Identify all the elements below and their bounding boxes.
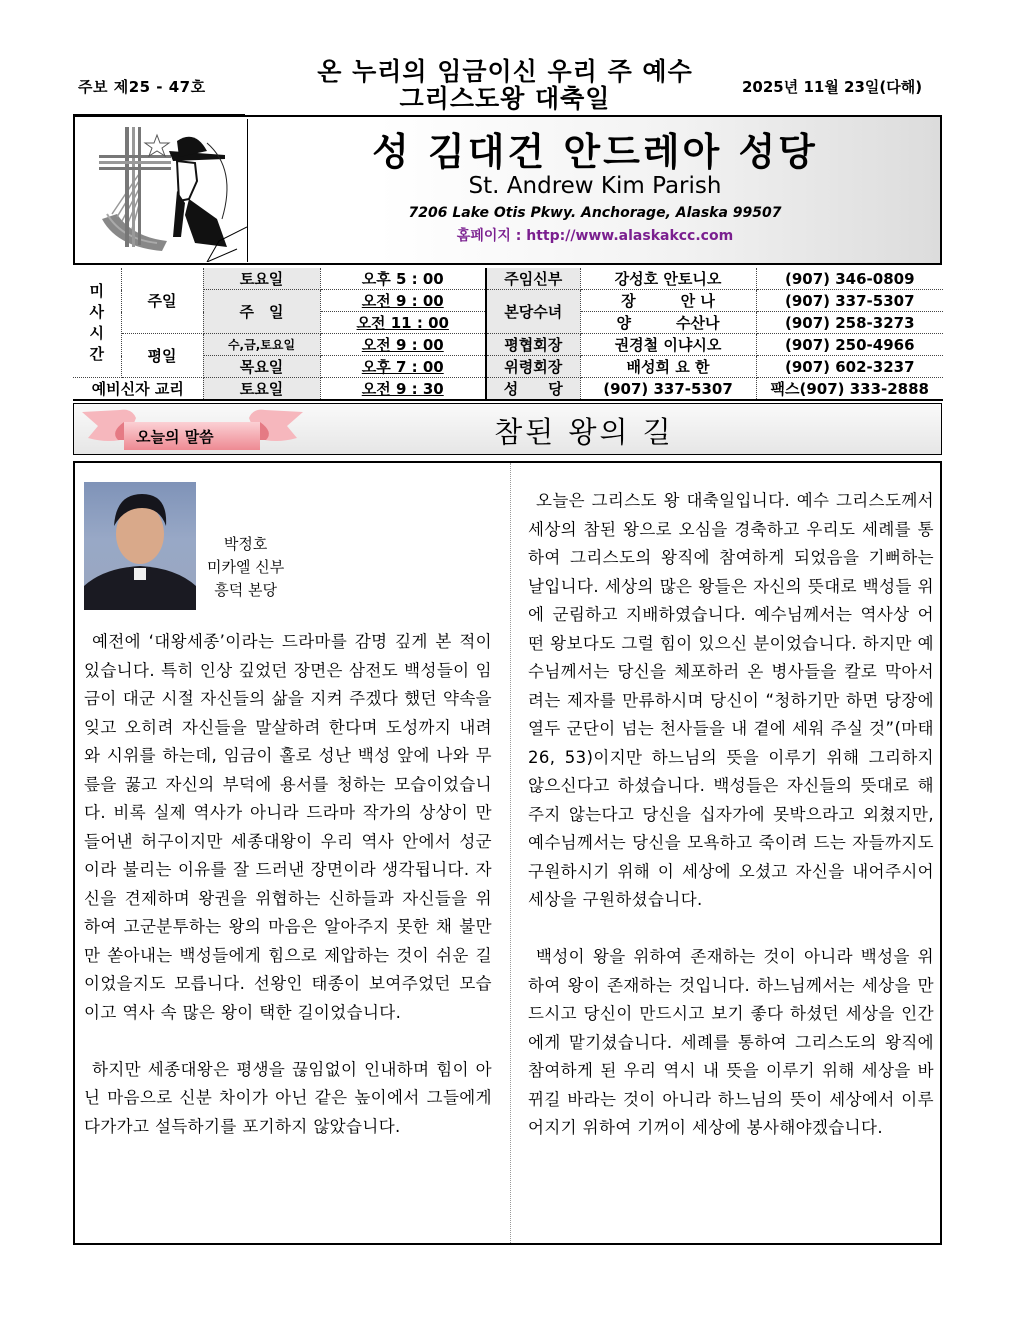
author-title: 미카엘 신부 — [207, 558, 285, 576]
label-char: 시 — [89, 323, 104, 342]
bulletin-date: 2025년 11월 23일(다해) — [742, 78, 923, 96]
role-cell: 위령회장 — [486, 356, 580, 378]
time-cell: 오전 11 : 00 — [320, 312, 486, 334]
issue-number: 주보 제25 - 47호 — [78, 78, 206, 96]
sermon-left-column — [84, 628, 492, 1141]
table-row — [73, 268, 943, 290]
parish-name-english: St. Andrew Kim Parish — [468, 173, 722, 199]
mass-schedule-table — [73, 268, 943, 401]
name-cell: 강성호 안토니오 — [580, 268, 756, 290]
name-cell: 배성희 요 한 — [580, 356, 756, 378]
parish-address: 7206 Lake Otis Pkwy. Anchorage, Alaska 99507 — [408, 205, 782, 221]
phone-cell: (907) 250-4966 — [756, 334, 943, 356]
homepage-link[interactable]: 홈페이지 : http://www.alaskakcc.com — [456, 228, 734, 244]
label-char: 사 — [89, 302, 104, 321]
phone-cell: (907) 346-0809 — [756, 268, 943, 290]
role-cell: 본당수녀 — [486, 290, 580, 334]
author-name: 박정호 — [223, 535, 268, 553]
day-cell: 토요일 — [203, 378, 320, 401]
feast-title — [250, 58, 760, 112]
label-char: 미 — [89, 281, 104, 300]
feast-title-line1: 온 누리의 임금이신 우리 주 예수 — [317, 57, 693, 86]
time-cell: 오전 9 : 30 — [320, 378, 486, 401]
time-cell: 오전 9 : 00 — [320, 334, 486, 356]
name-cell: (907) 337-5307 — [580, 378, 756, 401]
role-cell: 성 당 — [486, 378, 580, 401]
parish-logo — [77, 119, 248, 262]
time-cell: 오후 7 : 00 — [320, 356, 486, 378]
portrait-icon — [84, 482, 196, 610]
author-photo — [84, 482, 196, 610]
parish-name-korean: 성 김대건 안드레아 성당 — [372, 130, 818, 174]
sermon-right-column — [528, 487, 934, 1143]
table-row — [73, 334, 943, 356]
sunday-label: 주일 — [121, 268, 203, 334]
time-cell: 오전 9 : 00 — [320, 290, 486, 312]
author-parish: 흥덕 본당 — [214, 581, 277, 599]
table-row — [73, 356, 943, 378]
name-cell: 장 안 나 — [580, 290, 756, 312]
weekday-label: 평일 — [121, 334, 203, 378]
column-divider — [510, 463, 511, 1243]
sermon-paragraph: 오늘은 그리스도 왕 대축일입니다. 예수 그리스도께서 세상의 참된 왕으로 오심을 경축하고 우리도 세례를 통하여 그리스도의 왕직에 참여하게 되었음을 기뻐하는 날입니다. 세상의 많은 왕들은 자신의 뜻대로 백성들 위에 군림하고 지배하였습니다. 예수님께서는 역사상 어떤 왕보다도 그럴 힘이 있으신 분이었습니다. 하지만 예수님께서는 당신을 체포하러 온 병사들을 칼로 막아서려는 제자를 만류하시며 당신이 “청하기만 하면 당장에 열두 군단이 넘는 천사들을 내 곁에 세워 주실 것”(마태 26, 53)이지만 하느님의 뜻을 이루기 위해 그리하지 않으신다고 하셨습니다. 백성들은 자신들의 뜻대로 해주지 않는다고 당신을 십자가에 못박으라고 외쳤지만, 예수님께서는 당신을 모욕하고 죽이려 드는 자들까지도 구원하시기 위해 이 세상에 오셨고 자신을 내어주시어 세상을 구원하셨습니다. — [528, 491, 934, 909]
role-cell: 주임신부 — [486, 268, 580, 290]
feast-title-line2: 그리스도왕 대축일 — [399, 84, 611, 113]
phone-cell: (907) 602-3237 — [756, 356, 943, 378]
day-cell: 주 일 — [203, 290, 320, 334]
todays-word-label: 오늘의 말씀 — [136, 428, 214, 446]
sermon-paragraph: 하지만 세종대왕은 평생을 끊임없이 인내하며 힘이 아닌 마음으로 신분 차이가 아닌 같은 높이에서 그들에게 다가가고 설득하기를 포기하지 않았습니다. — [84, 1059, 492, 1136]
day-cell: 수,금,토요일 — [203, 334, 320, 356]
phone-cell: (907) 337-5307 — [756, 290, 943, 312]
name-cell: 양 수산나 — [580, 312, 756, 334]
table-row — [73, 290, 943, 312]
todays-word-banner — [73, 403, 942, 455]
sermon-content — [73, 461, 942, 1245]
cross-and-saint-icon — [77, 119, 247, 262]
day-cell: 목요일 — [203, 356, 320, 378]
time-cell: 오후 5 : 00 — [320, 268, 486, 290]
catechumen-label: 예비신자 교리 — [73, 378, 203, 401]
phone-cell: 팩스(907) 333-2888 — [756, 378, 943, 401]
sermon-paragraph: 백성이 왕을 위하여 존재하는 것이 아니라 백성을 위하여 왕이 존재하는 것입니다. 하느님께서는 세상을 만드시고 당신이 만드시고 보기 좋다 하셨던 세상을 인간에게 맡기셨습니다. 세례를 통하여 그리스도의 왕직에 참여하게 된 우리 역시 내 뜻을 이루기 위해 세상을 바뀌길 바라는 것이 아니라 하느님의 뜻이 세상에서 이루어지기 위하여 기꺼이 세상에 봉사해야겠습니다. — [528, 947, 934, 1137]
name-cell: 권경철 이냐시오 — [580, 334, 756, 356]
sermon-title: 참된 왕의 길 — [494, 415, 674, 449]
label-char: 간 — [89, 344, 104, 363]
author-info — [207, 533, 284, 602]
table-row — [73, 378, 943, 401]
mass-time-label — [73, 268, 121, 378]
role-cell: 평협회장 — [486, 334, 580, 356]
sermon-paragraph: 예전에 ‘대왕세종’이라는 드라마를 감명 깊게 본 적이 있습니다. 특히 인상 깊었던 장면은 삼전도 백성들이 임금이 대군 시절 자신들의 삶을 지켜 주겠다 했던 약속을 잊고 오히려 자신들을 말살하려 한다며 도성까지 내려와 시위를 하는데, 임금이 홀로 성난 백성 앞에 나와 무릎을 꿇고 자신의 부덕에 용서를 청하는 모습이었습니다. 비록 실제 역사가 아니라 드라마 작가의 상상이 만들어낸 허구이지만 세종대왕이 우리 역사 안에서 성군이라 불리는 이유를 잘 드러낸 장면이라 생각됩니다. 자신을 견제하며 왕권을 위협하는 신하들과 자신들을 위하여 고군분투하는 왕의 마음은 알아주지 못한 채 불만만 쏟아내는 백성들에게 힘으로 제압하는 것이 쉬운 길이었을지도 모릅니다. 선왕인 태종이 보여주었던 모습이고 역사 속 많은 왕이 택한 길이었습니다. — [84, 632, 492, 1022]
masthead — [73, 115, 942, 265]
phone-cell: (907) 258-3273 — [756, 312, 943, 334]
day-cell: 토요일 — [203, 268, 320, 290]
